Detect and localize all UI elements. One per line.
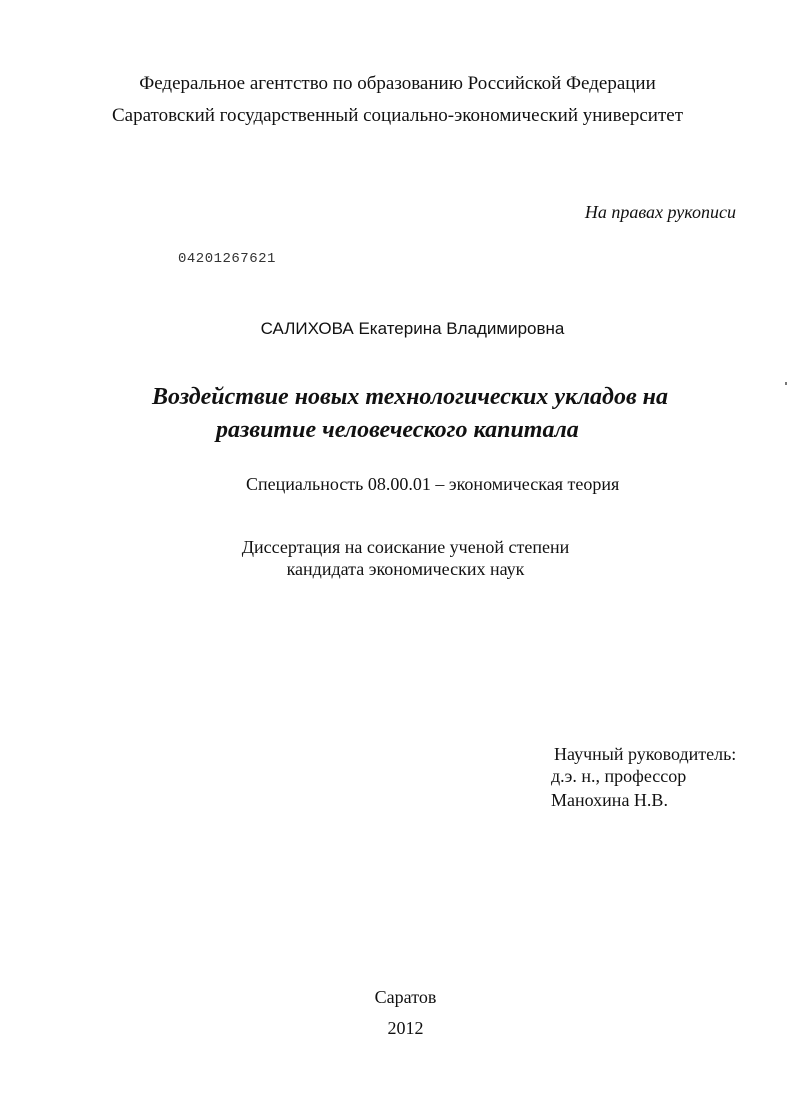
advisor-role: Научный руководитель: [554, 744, 737, 764]
dissertation-degree-line-2: кандидата экономических наук [286, 559, 525, 579]
city: Саратов [374, 987, 437, 1007]
archive-number: 04201267621 [178, 251, 276, 267]
dissertation-degree-line-1: Диссертация на соискание ученой степени [241, 537, 570, 557]
advisor-name: Манохина Н.В. [551, 790, 668, 810]
university-header: Саратовский государственный социально-экономический университет [111, 105, 684, 126]
author-name: САЛИХОВА Екатерина Владимировна [260, 319, 565, 338]
agency-header: Федеральное агентство по образованию Российской Федерации [139, 73, 656, 94]
manuscript-note: На правах рукописи [584, 202, 736, 222]
dissertation-title-line-1: Воздействие новых технологических укладов на [152, 384, 668, 410]
scan-speck [785, 382, 787, 385]
advisor-degree: д.э. н., профессор [551, 766, 687, 786]
specialty: Специальность 08.00.01 – экономическая теория [246, 474, 620, 494]
dissertation-title-line-2: развитие человеческого капитала [216, 417, 579, 443]
year: 2012 [387, 1018, 424, 1038]
